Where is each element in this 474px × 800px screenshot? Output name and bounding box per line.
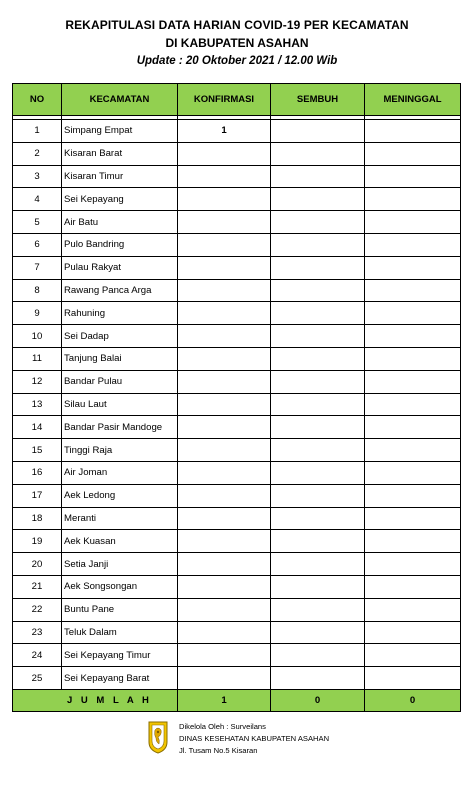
footer-managed-by: Dikelola Oleh : Surveilans bbox=[179, 722, 266, 731]
cell-kecamatan: Tinggi Raja bbox=[62, 439, 178, 462]
col-header-meninggal: MENINGGAL bbox=[365, 84, 461, 116]
table-row bbox=[13, 644, 461, 667]
report-subtitle: DI KABUPATEN ASAHAN bbox=[165, 36, 309, 50]
cell-meninggal bbox=[365, 530, 461, 553]
table-row bbox=[13, 416, 461, 439]
table-row bbox=[13, 553, 461, 576]
cell-no: 18 bbox=[13, 507, 62, 530]
cell-meninggal bbox=[365, 393, 461, 416]
col-header-no: NO bbox=[13, 84, 62, 116]
cell-konfirmasi bbox=[178, 507, 271, 530]
cell-konfirmasi bbox=[178, 667, 271, 690]
emblem-logo-icon bbox=[147, 720, 169, 754]
cell-sembuh bbox=[271, 598, 365, 621]
cell-no: 19 bbox=[13, 530, 62, 553]
cell-meninggal bbox=[365, 507, 461, 530]
cell-sembuh bbox=[271, 302, 365, 325]
table-row bbox=[13, 621, 461, 644]
cell-sembuh bbox=[271, 142, 365, 165]
cell-konfirmasi bbox=[178, 484, 271, 507]
covid-recap-table bbox=[12, 83, 461, 712]
footer-agency: DINAS KESEHATAN KABUPATEN ASAHAN bbox=[179, 734, 330, 743]
cell-konfirmasi bbox=[178, 325, 271, 348]
footer-address: Jl. Tusam No.5 Kisaran bbox=[179, 746, 258, 755]
table-body bbox=[13, 116, 461, 690]
cell-meninggal bbox=[365, 644, 461, 667]
cell-konfirmasi bbox=[178, 416, 271, 439]
table-row bbox=[13, 461, 461, 484]
cell-meninggal bbox=[365, 120, 461, 143]
table-row bbox=[13, 370, 461, 393]
cell-no: 6 bbox=[13, 233, 62, 256]
table-row bbox=[13, 347, 461, 370]
cell-meninggal bbox=[365, 256, 461, 279]
cell-kecamatan: Sei Kepayang Barat bbox=[62, 667, 178, 690]
col-header-sembuh: SEMBUH bbox=[271, 84, 365, 116]
table-row bbox=[13, 279, 461, 302]
cell-no: 25 bbox=[13, 667, 62, 690]
table-row bbox=[13, 142, 461, 165]
cell-konfirmasi bbox=[178, 302, 271, 325]
cell-meninggal bbox=[365, 575, 461, 598]
cell-sembuh bbox=[271, 325, 365, 348]
cell-sembuh bbox=[271, 530, 365, 553]
total-sembuh: 0 bbox=[271, 689, 365, 711]
cell-meninggal bbox=[365, 211, 461, 234]
cell-sembuh bbox=[271, 553, 365, 576]
cell-no: 3 bbox=[13, 165, 62, 188]
cell-sembuh bbox=[271, 120, 365, 143]
cell-kecamatan: Kisaran Barat bbox=[62, 142, 178, 165]
cell-no: 1 bbox=[13, 120, 62, 143]
cell-konfirmasi bbox=[178, 530, 271, 553]
cell-no: 22 bbox=[13, 598, 62, 621]
cell-kecamatan: Bandar Pulau bbox=[62, 370, 178, 393]
cell-kecamatan: Bandar Pasir Mandoge bbox=[62, 416, 178, 439]
cell-sembuh bbox=[271, 644, 365, 667]
table-row bbox=[13, 233, 461, 256]
cell-konfirmasi bbox=[178, 142, 271, 165]
cell-meninggal bbox=[365, 484, 461, 507]
cell-no: 10 bbox=[13, 325, 62, 348]
table-row bbox=[13, 530, 461, 553]
cell-no: 23 bbox=[13, 621, 62, 644]
cell-kecamatan: Aek Kuasan bbox=[62, 530, 178, 553]
cell-konfirmasi bbox=[178, 370, 271, 393]
cell-sembuh bbox=[271, 393, 365, 416]
cell-sembuh bbox=[271, 165, 365, 188]
cell-kecamatan: Setia Janji bbox=[62, 553, 178, 576]
cell-kecamatan: Rahuning bbox=[62, 302, 178, 325]
cell-kecamatan: Sei Kepayang bbox=[62, 188, 178, 211]
cell-sembuh bbox=[271, 416, 365, 439]
cell-no: 4 bbox=[13, 188, 62, 211]
cell-konfirmasi bbox=[178, 188, 271, 211]
col-header-konfirmasi: KONFIRMASI bbox=[178, 84, 271, 116]
cell-kecamatan: Sei Dadap bbox=[62, 325, 178, 348]
cell-meninggal bbox=[365, 233, 461, 256]
cell-kecamatan: Aek Songsongan bbox=[62, 575, 178, 598]
cell-no: 20 bbox=[13, 553, 62, 576]
cell-sembuh bbox=[271, 347, 365, 370]
cell-konfirmasi bbox=[178, 461, 271, 484]
cell-meninggal bbox=[365, 553, 461, 576]
table-row bbox=[13, 598, 461, 621]
cell-meninggal bbox=[365, 598, 461, 621]
cell-no: 9 bbox=[13, 302, 62, 325]
cell-sembuh bbox=[271, 507, 365, 530]
update-timestamp: Update : 20 Oktober 2021 / 12.00 Wib bbox=[136, 55, 338, 67]
cell-no: 16 bbox=[13, 461, 62, 484]
total-meninggal: 0 bbox=[365, 689, 461, 711]
cell-meninggal bbox=[365, 439, 461, 462]
cell-sembuh bbox=[271, 233, 365, 256]
table-row bbox=[13, 256, 461, 279]
cell-meninggal bbox=[365, 188, 461, 211]
cell-konfirmasi: 1 bbox=[178, 120, 271, 143]
footer bbox=[147, 718, 387, 758]
cell-meninggal bbox=[365, 325, 461, 348]
cell-konfirmasi bbox=[178, 256, 271, 279]
cell-no: 7 bbox=[13, 256, 62, 279]
cell-kecamatan: Sei Kepayang Timur bbox=[62, 644, 178, 667]
table-row bbox=[13, 302, 461, 325]
cell-kecamatan: Silau Laut bbox=[62, 393, 178, 416]
cell-no: 2 bbox=[13, 142, 62, 165]
table-row bbox=[13, 484, 461, 507]
table-row bbox=[13, 393, 461, 416]
cell-no: 11 bbox=[13, 347, 62, 370]
table-row bbox=[13, 120, 461, 143]
cell-no: 5 bbox=[13, 211, 62, 234]
cell-no: 15 bbox=[13, 439, 62, 462]
cell-sembuh bbox=[271, 279, 365, 302]
cell-no: 17 bbox=[13, 484, 62, 507]
cell-sembuh bbox=[271, 575, 365, 598]
cell-meninggal bbox=[365, 142, 461, 165]
cell-kecamatan: Tanjung Balai bbox=[62, 347, 178, 370]
total-row bbox=[13, 689, 461, 711]
cell-kecamatan: Pulo Bandring bbox=[62, 233, 178, 256]
cell-konfirmasi bbox=[178, 279, 271, 302]
col-header-kecamatan: KECAMATAN bbox=[62, 84, 178, 116]
report-title: REKAPITULASI DATA HARIAN COVID-19 PER KECAMATAN bbox=[65, 18, 409, 32]
cell-sembuh bbox=[271, 188, 365, 211]
cell-konfirmasi bbox=[178, 621, 271, 644]
cell-konfirmasi bbox=[178, 393, 271, 416]
cell-konfirmasi bbox=[178, 233, 271, 256]
table-row bbox=[13, 188, 461, 211]
cell-no: 21 bbox=[13, 575, 62, 598]
cell-kecamatan: Buntu Pane bbox=[62, 598, 178, 621]
table-row bbox=[13, 165, 461, 188]
table-row bbox=[13, 575, 461, 598]
cell-konfirmasi bbox=[178, 439, 271, 462]
cell-meninggal bbox=[365, 347, 461, 370]
cell-meninggal bbox=[365, 279, 461, 302]
total-label: J U M L A H bbox=[13, 689, 178, 711]
cell-kecamatan: Air Joman bbox=[62, 461, 178, 484]
cell-sembuh bbox=[271, 439, 365, 462]
table-row bbox=[13, 325, 461, 348]
cell-sembuh bbox=[271, 370, 365, 393]
cell-no: 12 bbox=[13, 370, 62, 393]
cell-no: 13 bbox=[13, 393, 62, 416]
table-row bbox=[13, 211, 461, 234]
cell-kecamatan: Pulau Rakyat bbox=[62, 256, 178, 279]
cell-kecamatan: Rawang Panca Arga bbox=[62, 279, 178, 302]
cell-sembuh bbox=[271, 461, 365, 484]
footer-text bbox=[179, 721, 329, 757]
table-row bbox=[13, 507, 461, 530]
cell-meninggal bbox=[365, 370, 461, 393]
cell-konfirmasi bbox=[178, 165, 271, 188]
cell-konfirmasi bbox=[178, 211, 271, 234]
cell-kecamatan: Meranti bbox=[62, 507, 178, 530]
cell-meninggal bbox=[365, 667, 461, 690]
cell-sembuh bbox=[271, 256, 365, 279]
cell-kecamatan: Kisaran Timur bbox=[62, 165, 178, 188]
cell-no: 8 bbox=[13, 279, 62, 302]
cell-sembuh bbox=[271, 211, 365, 234]
cell-kecamatan: Simpang Empat bbox=[62, 120, 178, 143]
table-row bbox=[13, 439, 461, 462]
cell-meninggal bbox=[365, 165, 461, 188]
cell-no: 14 bbox=[13, 416, 62, 439]
total-konfirmasi: 1 bbox=[178, 689, 271, 711]
cell-kecamatan: Aek Ledong bbox=[62, 484, 178, 507]
cell-sembuh bbox=[271, 667, 365, 690]
cell-konfirmasi bbox=[178, 598, 271, 621]
cell-meninggal bbox=[365, 621, 461, 644]
cell-meninggal bbox=[365, 416, 461, 439]
cell-no: 24 bbox=[13, 644, 62, 667]
cell-sembuh bbox=[271, 484, 365, 507]
cell-konfirmasi bbox=[178, 347, 271, 370]
table-row bbox=[13, 667, 461, 690]
cell-konfirmasi bbox=[178, 644, 271, 667]
cell-meninggal bbox=[365, 302, 461, 325]
table-header-row bbox=[13, 84, 461, 116]
cell-kecamatan: Air Batu bbox=[62, 211, 178, 234]
cell-konfirmasi bbox=[178, 575, 271, 598]
cell-meninggal bbox=[365, 461, 461, 484]
cell-sembuh bbox=[271, 621, 365, 644]
cell-konfirmasi bbox=[178, 553, 271, 576]
cell-kecamatan: Teluk Dalam bbox=[62, 621, 178, 644]
